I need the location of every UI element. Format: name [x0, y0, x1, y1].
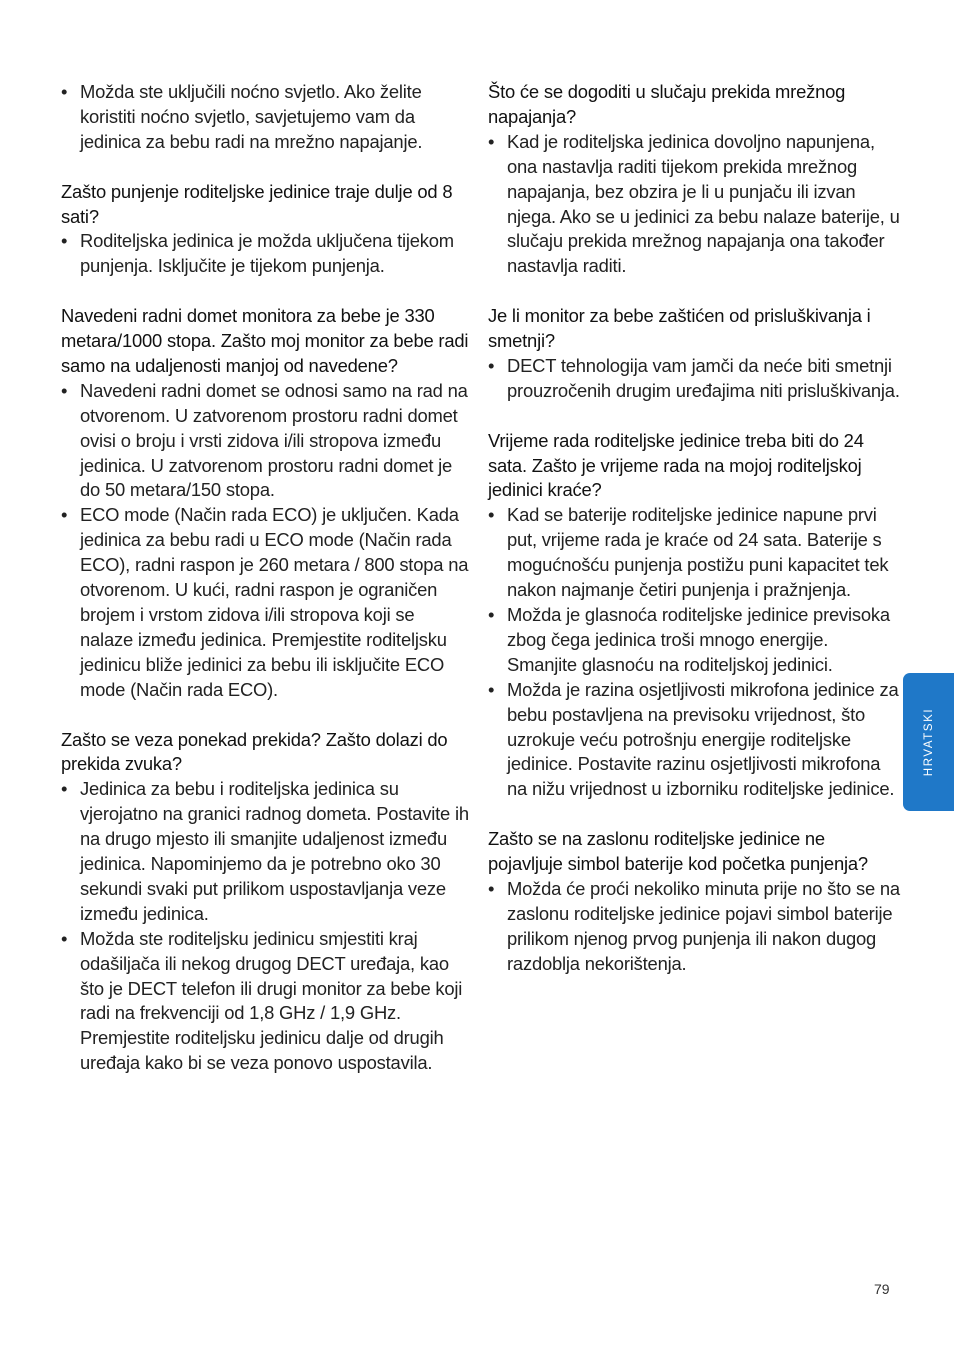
faq-question: Vrijeme rada roditeljske jedinice treba biti do 24 sata. Zašto je vrijeme rada na mojoj roditeljskoj jedinici kraće? [488, 429, 864, 501]
faq-operating-time [488, 429, 900, 803]
faq-question: Zašto punjenje roditeljske jedinice traje dulje od 8 sati? [61, 180, 453, 227]
faq-power-failure [488, 80, 900, 279]
list-item: • Možda je razina osjetljivosti mikrofona jedinice za bebu postavljena na previsoku vrijednost, što uzrokuje veću potrošnju energije roditeljske jedinice. Postavite razinu osjetljivosti mikrofona na nižu vrijednost u izborniku roditeljske jedinice. [488, 678, 900, 803]
right-column [488, 80, 900, 1001]
list-item: • ECO mode (Način rada ECO) je uključen. Kada jedinica za bebu radi u ECO mode (Način rada ECO), radni raspon je 260 metara / 800 stopa na otvorenom. U kući, radni raspon je ograničen brojem i vrstom zidova i/ili stropova koji se nalaze između jedinica. Premjestite roditeljsku jedinicu bliže jedinici za bebu ili isključite ECO mode (Način rada ECO). [61, 503, 471, 702]
list-item: • Možda je glasnoća roditeljske jedinice previsoka zbog čega jedinica troši mnogo energije. Smanjite glasnoću na roditeljskoj jedinici. [488, 603, 900, 678]
left-column [61, 80, 471, 1101]
faq-answer-list [488, 877, 900, 977]
faq-answer-list [488, 354, 900, 404]
intro-list [61, 80, 471, 155]
faq-charging-time [61, 180, 471, 280]
list-item: • Roditeljska jedinica je možda uključena tijekom punjenja. Isključite je tijekom punjenja. [61, 229, 471, 279]
faq-question: Zašto se veza ponekad prekida? Zašto dolazi do prekida zvuka? [61, 728, 448, 775]
faq-question: Je li monitor za bebe zaštićen od prisluškivanja i smetnji? [488, 305, 871, 352]
faq-connection-loss [61, 728, 471, 1077]
faq-answer-list [61, 229, 471, 279]
list-item: • Možda ste roditeljsku jedinicu smjestiti kraj odašiljača ili nekog drugog DECT uređaja, kao što je DECT telefon ili drugi monitor za bebe koji radi na frekvenciji od 1,8 GHz / 1,9 GHz. Premjestite roditeljsku jedinicu dalje od drugih uređaja kako bi se veza ponovo uspostavila. [61, 927, 471, 1076]
intro-section [61, 80, 471, 155]
faq-answer-list [488, 130, 900, 279]
faq-answer-list [61, 379, 471, 703]
language-tab-label: HRVATSKI [922, 707, 935, 777]
faq-range [61, 304, 471, 703]
faq-answer-list [61, 777, 471, 1076]
faq-question: Zašto se na zaslonu roditeljske jedinice ne pojavljuje simbol baterije kod početka punjenja? [488, 828, 868, 875]
list-item: • Kad je roditeljska jedinica dovoljno napunjena, ona nastavlja raditi tijekom prekida mrežnog napajanja, bez obzira je li u punjaču ili izvan njega. Ako se u jedinici za bebu nalaze baterije, u slučaju prekida mrežnog napajanja ona također nastavlja raditi. [488, 130, 900, 279]
list-item: • DECT tehnologija vam jamči da neće biti smetnji prouzročenih drugim uređajima niti prisluškivanja. [488, 354, 900, 404]
faq-question: Navedeni radni domet monitora za bebe je 330 metara/1000 stopa. Zašto moj monitor za bebe radi samo na udaljenosti manjoj od navedene? [61, 305, 469, 376]
list-item: • Navedeni radni domet se odnosi samo na rad na otvorenom. U zatvorenom prostoru radni domet ovisi o broju i vrsti zidova i/ili stropova između jedinica. U zatvorenom prostoru radni domet je do 50 metara/150 stopa. [61, 379, 471, 504]
faq-answer-list [488, 503, 900, 802]
list-item: • Jedinica za bebu i roditeljska jedinica su vjerojatno na granici radnog dometa. Postavite ih na drugo mjesto ili smanjite udaljenost između jedinica. Napominjemo da je potrebno oko 30 sekundi svaki put prilikom uspostavljanja veze između jedinica. [61, 777, 471, 926]
list-item: • Kad se baterije roditeljske jedinice napune prvi put, vrijeme rada je kraće od 24 sata. Baterije s mogućnošću punjenja postižu puni kapacitet tek nakon najmanje četiri punjenja i pražnjenja. [488, 503, 900, 603]
page-number: 79 [874, 1281, 890, 1297]
faq-battery-symbol [488, 827, 900, 976]
list-item: • Možda ste uključili noćno svjetlo. Ako želite koristiti noćno svjetlo, savjetujemo vam da jedinica za bebu radi na mrežno napajanje. [61, 80, 471, 155]
language-side-tab [903, 673, 954, 811]
faq-question: Što će se dogoditi u slučaju prekida mrežnog napajanja? [488, 81, 846, 127]
faq-eavesdropping [488, 304, 900, 404]
list-item: • Možda će proći nekoliko minuta prije no što se na zaslonu roditeljske jedinice pojavi simbol baterije prilikom njenog prvog punjenja ili nakon dugog razdoblja nekorištenja. [488, 877, 900, 977]
